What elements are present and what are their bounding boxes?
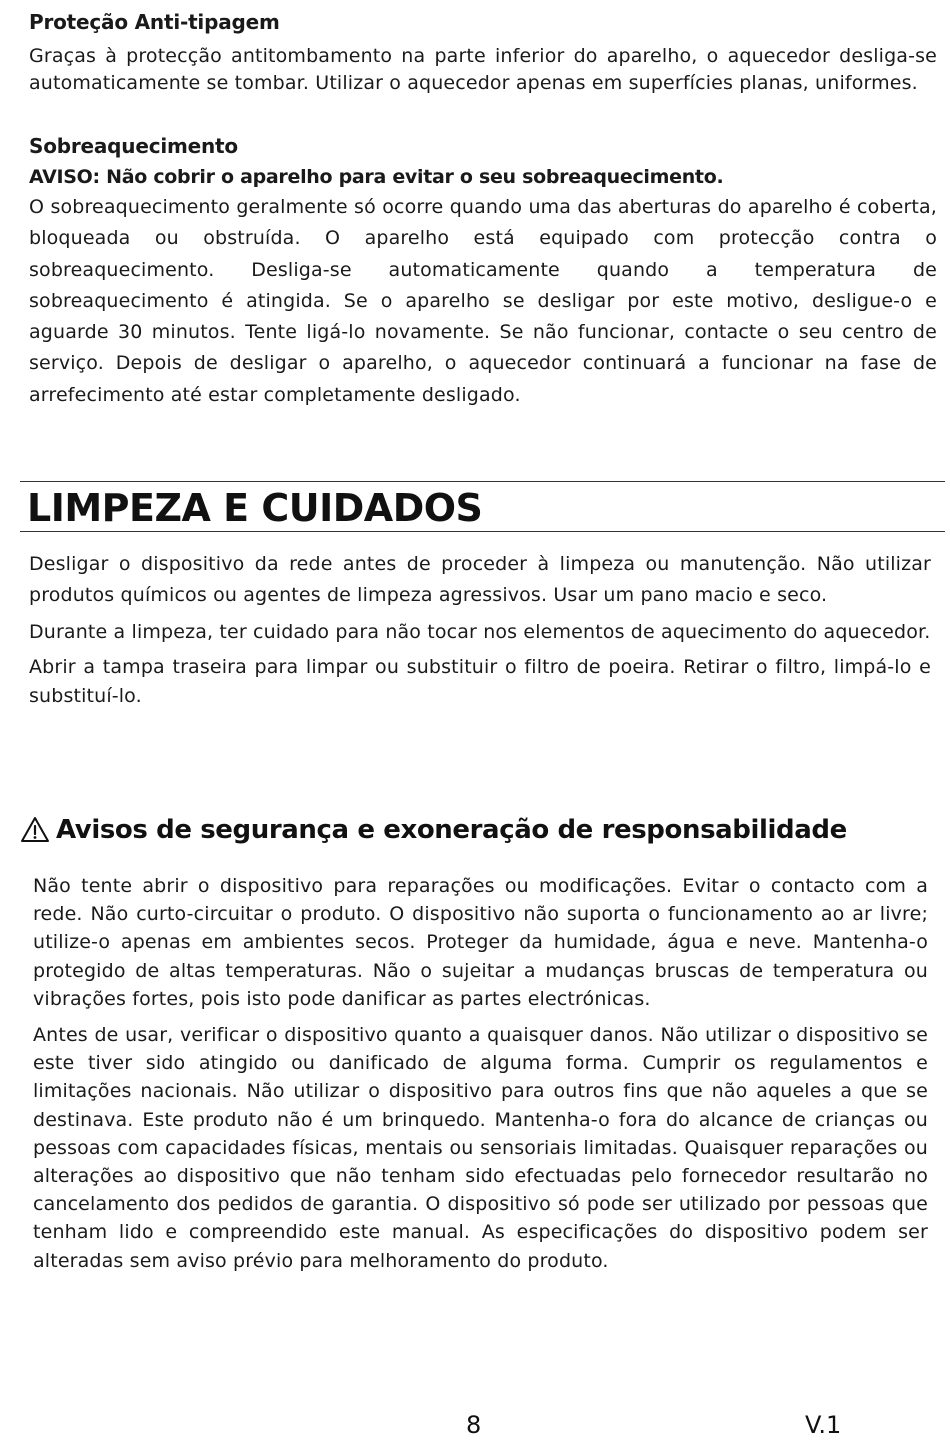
safety-body bbox=[33, 872, 928, 1275]
cleaning-body bbox=[29, 549, 931, 711]
cleaning-paragraph: Abrir a tampa traseira para limpar ou substituir o filtro de poeira. Retirar o filtro, limpá-lo e substituí-lo. bbox=[29, 655, 931, 707]
page-number: 8 bbox=[466, 1411, 482, 1439]
version-label: V.1 bbox=[805, 1411, 842, 1439]
safety-paragraph: Antes de usar, verificar o dispositivo quanto a quaisquer danos. Não utilizar o dispositivo se este tiver sido atingido ou danificado de alguma forma. Cumprir os regulamentos e limitações nacionais. Não utilizar o dispositivo para outros fins que não aqueles a que se destinava. Este produto não é um brinquedo. Mantenha-o fora do alcance de crianças ou pessoas com capacidades físicas, mentais ou sensoriais limitadas. Quaisquer reparações ou alterações ao dispositivo que não tenham sido efectuadas pelo fornecedor resultarão no cancelamento dos pedidos de garantia. O dispositivo só pode ser utilizado por pessoas que tenham lido e compreendido este manual. As especificações do dispositivo podem ser alteradas sem aviso prévio para melhoramento do produto. bbox=[33, 1024, 928, 1272]
anti-tip-section bbox=[29, 8, 937, 97]
overheat-section bbox=[29, 132, 937, 411]
safety-heading bbox=[20, 812, 847, 848]
overheat-text: O sobreaquecimento geralmente só ocorre quando uma das aberturas do aparelho é coberta, bloqueada ou obstruída. O aparelho está equipado com protecção contra o sobreaquecimento. Desliga-se automaticamente quando a temperatura de sobreaquecimento é atingida. Se o aparelho se desligar por este motivo, desligue-o e aguarde 30 minutos. Tente ligá-lo novamente. Se não funcionar, contacte o seu centro de serviço. Depois de desligar o aparelho, o aquecedor continuará a funcionar na fase de arrefecimento até estar completamente desligado. bbox=[29, 196, 937, 406]
cleaning-paragraph: Durante a limpeza, ter cuidado para não tocar nos elementos de aquecimento do aquecedor. bbox=[29, 620, 931, 643]
safety-paragraph: Não tente abrir o dispositivo para reparações ou modificações. Evitar o contacto com a rede. Não curto-circuitar o produto. O dispositivo não suporta o funcionamento ao ar livre; utilize-o apenas em ambientes secos. Proteger da humidade, água e neve. Mantenha-o protegido de altas temperaturas. Não o sujeitar a mudanças bruscas de temperatura ou vibrações fortes, pois isto pode danificar as partes electrónicas. bbox=[33, 875, 928, 1010]
cleaning-paragraph: Desligar o dispositivo da rede antes de proceder à limpeza ou manutenção. Não utilizar produtos químicos ou agentes de limpeza agressivos. Usar um pano macio e seco. bbox=[29, 553, 931, 607]
anti-tip-heading: Proteção Anti-tipagem bbox=[29, 10, 280, 34]
anti-tip-text: Graças à protecção antitombamento na parte inferior do aparelho, o aquecedor desliga-se automaticamente se tombar. Utilizar o aquecedor apenas em superfícies planas, uniformes. bbox=[29, 45, 937, 94]
overheat-warning: AVISO: Não cobrir o aparelho para evitar o seu sobreaquecimento. bbox=[29, 166, 724, 188]
warning-triangle-icon bbox=[20, 815, 50, 845]
overheat-heading: Sobreaquecimento bbox=[29, 134, 238, 158]
safety-title: Avisos de segurança e exoneração de responsabilidade bbox=[56, 815, 847, 845]
section-top-rule bbox=[20, 481, 945, 482]
section-bottom-rule bbox=[20, 531, 945, 532]
cleaning-title: LIMPEZA E CUIDADOS bbox=[27, 486, 483, 530]
